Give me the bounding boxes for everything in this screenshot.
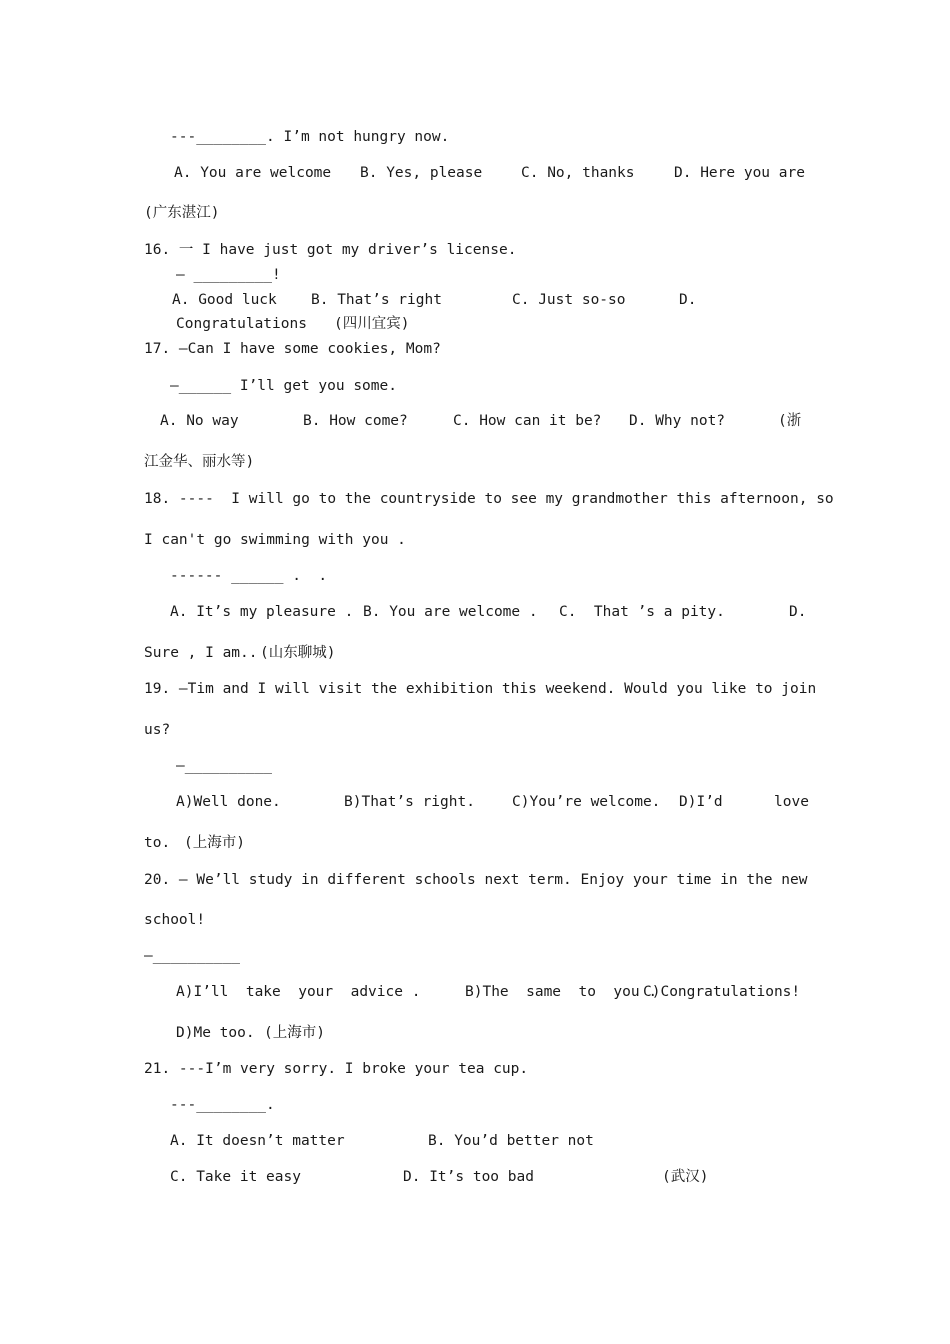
- q18-answer-line: ------ ______ . .: [170, 568, 328, 584]
- q19-option-b: B)That’s right.: [344, 794, 475, 810]
- q18-option-c: C. That ’s a pity.: [559, 604, 725, 620]
- q16-option-b: B. That’s right: [311, 292, 442, 308]
- q21-option-a: A. It doesn’t matter: [170, 1133, 345, 1149]
- q19-option-d-cont: love: [774, 794, 809, 810]
- q19-option-c: C)You’re welcome.: [512, 794, 661, 810]
- q20-option-d: D)Me too.: [176, 1025, 255, 1041]
- q19-option-d-end: to.: [144, 835, 171, 851]
- q20-prompt-1: 20. — We’ll study in different schools next term. Enjoy your time in the new: [144, 872, 808, 888]
- q21-option-b: B. You’d better not: [428, 1133, 594, 1149]
- q17-source-start: (浙: [778, 413, 802, 429]
- q17-answer-line: —______ I’ll get you some.: [170, 378, 397, 394]
- q17-option-a: A. No way: [160, 413, 239, 429]
- q15-option-d: D. Here you are: [674, 165, 805, 181]
- q16-source: (四川宜宾): [334, 316, 410, 332]
- q20-source: (上海市): [264, 1025, 325, 1041]
- q18-prompt-2: I can't go swimming with you .: [144, 532, 406, 548]
- q19-answer-line: —__________: [176, 758, 273, 774]
- q21-option-c: C. Take it easy: [170, 1169, 301, 1185]
- q21-answer-line: ---________.: [170, 1097, 275, 1113]
- q20-option-c: C)Congratulations!: [643, 984, 801, 1000]
- q21-prompt: 21. ---I’m very sorry. I broke your tea cup.: [144, 1061, 529, 1077]
- q19-option-a: A)Well done.: [176, 794, 281, 810]
- q16-prompt: 16. 一 I have just got my driver’s license.: [144, 242, 517, 258]
- q20-option-b: B)The same to you .: [465, 984, 658, 1000]
- q17-option-b: B. How come?: [303, 413, 408, 429]
- q17-source-end: 江金华、丽水等): [144, 454, 255, 470]
- q15-answer-line: ---________. I’m not hungry now.: [170, 129, 450, 145]
- q19-prompt-2: us?: [144, 722, 171, 738]
- q18-option-d-text: Sure , I am..: [144, 645, 258, 661]
- q21-option-d: D. It’s too bad: [403, 1169, 534, 1185]
- q16-option-c: C. Just so-so: [512, 292, 626, 308]
- q18-source: (山东聊城): [260, 645, 336, 661]
- q16-option-a: A. Good luck: [172, 292, 277, 308]
- q17-prompt: 17. —Can I have some cookies, Mom?: [144, 341, 441, 357]
- q15-option-a: A. You are welcome: [174, 165, 332, 181]
- q20-answer-line: —__________: [144, 948, 241, 964]
- q17-option-c: C. How can it be?: [453, 413, 602, 429]
- q20-option-a: A)I’ll take your advice .: [176, 984, 421, 1000]
- q15-option-b: B. Yes, please: [360, 165, 483, 181]
- q18-option-d: D.: [789, 604, 807, 620]
- q15-option-c: C. No, thanks: [521, 165, 635, 181]
- q18-option-b: B. You are welcome .: [363, 604, 538, 620]
- q18-option-a: A. It’s my pleasure .: [170, 604, 354, 620]
- q16-option-d-text: Congratulations: [176, 316, 307, 332]
- q16-option-d: D.: [679, 292, 697, 308]
- q18-prompt-1: 18. ---- I will go to the countryside to see my grandmother this afternoon, so: [144, 491, 834, 507]
- q19-source: (上海市): [184, 835, 245, 851]
- q19-prompt-1: 19. —Tim and I will visit the exhibition this weekend. Would you like to join: [144, 681, 817, 697]
- q17-option-d: D. Why not?: [629, 413, 726, 429]
- q20-prompt-2: school!: [144, 912, 206, 928]
- q15-source: (广东湛江): [144, 205, 220, 221]
- q16-answer-line: — _________!: [176, 267, 281, 283]
- q19-option-d: D)I’d: [679, 794, 723, 810]
- q21-source: (武汉): [662, 1169, 709, 1185]
